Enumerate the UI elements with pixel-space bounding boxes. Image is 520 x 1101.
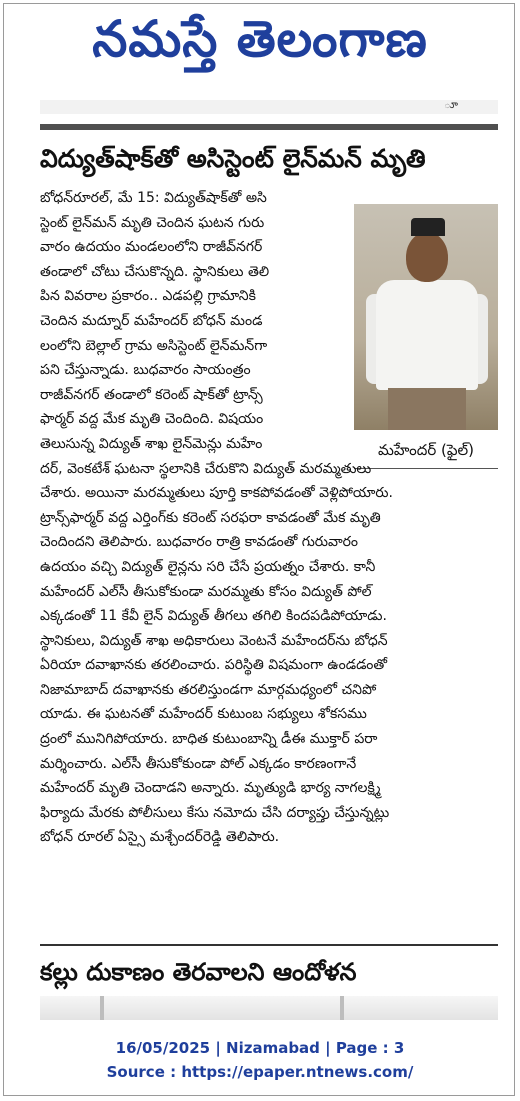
article-body-line: లంలోని బెల్లాల్ గ్రామ అసిస్టెంట్ లైన్‌మన్‌గా (40, 337, 268, 354)
article-body-line: తండాలో చోటు చేసుకొన్నది. స్థానికులు తెలి (40, 263, 270, 280)
footer-date-edition: 16/05/2025 | Nizamabad | Page : 3 (115, 1039, 405, 1057)
article-body-line: బోధన్‌రూరల్, మే 15: విద్యుత్‌షాక్‌తో అసి (40, 190, 267, 206)
headline-rule (40, 124, 498, 130)
article-body-line: ద్రంలో మునిగిపోయారు. బాధిత కుటుంబాన్ని డీఈ ముక్తార్ పరా (40, 731, 378, 748)
article-body-line: బోధన్ రూరల్ ఏస్సై మశ్చేందర్‌రెడ్డి తెలిపారు. (40, 829, 280, 846)
article-body-line: మర్శించారు. ఎల్‌సీ తీసుకోకుండా పోల్ ఎక్కడం కారణంగానే (40, 755, 357, 772)
section-divider (40, 944, 498, 946)
next-article-headline: కల్లు దుకాణం తెరవాలని ఆందోళన (40, 958, 357, 986)
article-body-line: ఫిర్యాదు మేరకు పోలీసులు కేసు నమోదు చేసి దర్యాప్తు చేస్తున్నట్లు (40, 804, 390, 821)
article-body-line: పిన వివరాల ప్రకారం.. ఎడపల్లి గ్రామానికి (40, 288, 256, 305)
article-body-line: ట్రాన్స్‌ఫార్మర్ వద్ద ఎర్తింగ్‌కు కరెంట్ సరఫరా కావడంతో మేక మృతి (40, 509, 381, 526)
article-body-line: రాజీవ్‌నగర్ తండాలో కరెంట్ షాక్‌తో ట్రాన్స్ (40, 386, 263, 403)
photo-pole (340, 996, 344, 1020)
article-body-line: తెలుసున్న విద్యుత్ శాఖ లైన్‌మెన్లు మహేం (40, 435, 263, 452)
article-body-line: దర్, వెంకటేశ్ ఘటనా స్థలానికి చేరుకొని విద్యుత్ మరమ్మతులు (40, 460, 372, 477)
article-headline: విద్యుత్‌షాక్‌తో అసిస్టెంట్ లైన్‌మన్ మృతి (40, 144, 426, 173)
article-body-line: చెందిన మద్నూర్ మహేందర్ బోధన్ మండ (40, 312, 263, 329)
article-body-line: ఫార్మర్ వద్ద మేక మృతి చెందింది. విషయం (40, 411, 264, 428)
article-body-line: ఎక్కడంతో 11 కేవీ లైన్ విద్యుత్ తీగలు తగిలి కిందపడిపోయాడు. (40, 608, 387, 625)
article-body-line: ఏరియా దవాఖానకు తరలించారు. పరిస్థితి విషమంగా ఉండడంతో (40, 657, 387, 674)
photo-caption: మహేందర్ (ఫైల్) (354, 432, 498, 469)
article-body-line: ఉదయం వచ్చి విద్యుత్ లైన్లను సరి చేసే ప్రయత్నం చేశారు. కానీ (40, 558, 376, 575)
header-strip (40, 100, 498, 114)
article-body-line: వారం ఉదయం మండలంలోని రాజీవ్‌నగర్ (40, 239, 263, 256)
article-body-line: మహేందర్ ఎల్‌సీ తీసుకోకుండా మరమ్మతు కోసం విద్యుత్ పోల్ (40, 583, 372, 600)
article-body-line: స్టెంట్ లైన్‌మన్ మృతి చెందిన ఘటన గురు (40, 214, 265, 231)
next-article-photo (40, 996, 498, 1020)
article-body-line: యాడు. ఈ ఘటనతో మహేందర్ కుటుంబ సభ్యులు శోకసము (40, 706, 367, 723)
strip-mark: ూ (444, 98, 458, 111)
article-body-line: మహేందర్ మృతి చెందాడని అన్నారు. మృత్యుడి భార్య నాగలక్ష్మి (40, 780, 381, 797)
footer-source: Source : https://epaper.ntnews.com/ (106, 1063, 414, 1081)
article-body (40, 186, 498, 850)
newspaper-masthead (0, 4, 520, 74)
photo-pole (100, 996, 104, 1020)
article-body-line: పని చేస్తున్నాడు. బుధవారం సాయంత్రం (40, 362, 251, 379)
masthead-title: నమస్తే తెలంగాణ (92, 10, 428, 68)
article-body-line: నిజామాబాద్ దవాఖానకు తరలిస్తుండగా మార్గమధ్యంలో చనిపో (40, 681, 377, 698)
article-body-line: చేశారు. అయినా మరమ్మతులు పూర్తి కాకపోవడంతో వెళ్లిపోయారు. (40, 485, 393, 502)
article-body-line: స్థానికులు, విద్యుత్ శాఖ అధికారులు వెంటనే మహేందర్‌ను బోధన్ (40, 632, 388, 649)
article-body-line: చెందిందని తెలిపారు. బుధవారం రాత్రి కావడంతో గురువారం (40, 534, 359, 551)
